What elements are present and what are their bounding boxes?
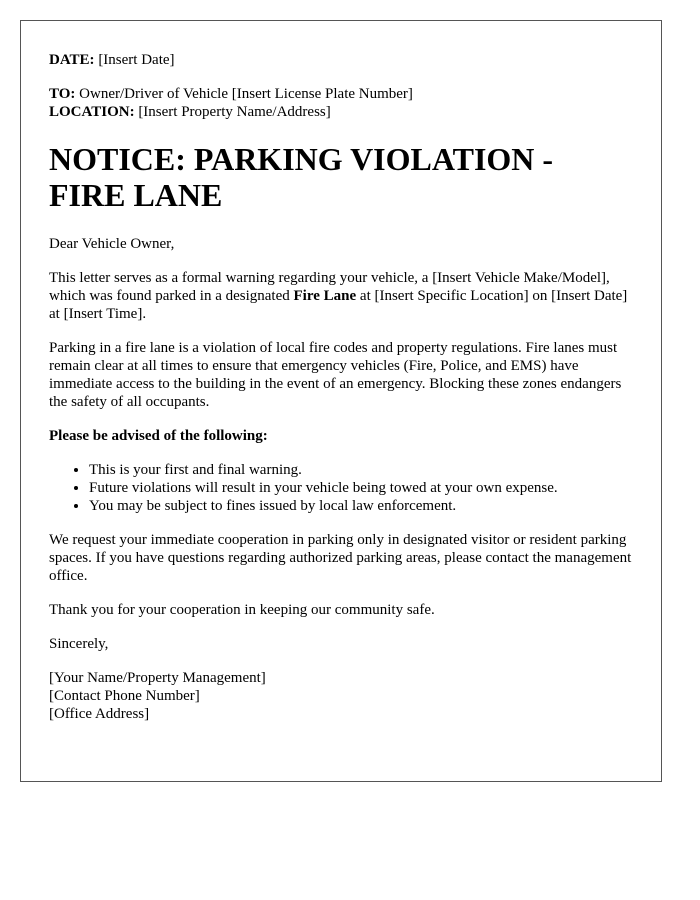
advisory-heading-text: Please be advised of the following: bbox=[49, 428, 268, 444]
location-value: [Insert Property Name/Address] bbox=[134, 104, 331, 120]
advisory-item: • Future violations will result in your vehicle being towed at your own expense. bbox=[89, 479, 633, 497]
intro-paragraph bbox=[49, 269, 633, 323]
signature-name: [Your Name/Property Management] bbox=[49, 670, 266, 686]
date-line bbox=[49, 51, 633, 69]
advisory-item: • This is your first and final warning. bbox=[89, 461, 633, 479]
closing: Sincerely, bbox=[49, 636, 109, 652]
intro-before: This letter serves as a formal warning regarding your vehicle, a [Insert Vehicle Make/Model], which was found parked in a designated bbox=[49, 270, 610, 304]
signature-phone: [Contact Phone Number] bbox=[49, 688, 200, 704]
location-label: LOCATION: bbox=[49, 104, 135, 120]
notice-title: NOTICE: PARKING VIOLATION - FIRE LANE bbox=[49, 141, 554, 213]
signature-block bbox=[49, 669, 633, 723]
to-label: TO: bbox=[49, 86, 76, 102]
date-label: DATE: bbox=[49, 52, 95, 68]
advisory-item: • You may be subject to fines issued by local law enforcement. bbox=[89, 497, 633, 515]
intro-after: at [Insert Specific Location] on [Insert Date] at [Insert Time]. bbox=[49, 288, 628, 322]
explanation-paragraph: Parking in a fire lane is a violation of local fire codes and property regulations. Fire lanes must remain clear at all times to ensure that emergency vehicles (Fire, Police, and EMS) have immediate access to the building in the event of an emergency. Blocking these zones endangers the safety of all occupants. bbox=[49, 340, 622, 410]
date-value: [Insert Date] bbox=[94, 52, 175, 68]
signature-address: [Office Address] bbox=[49, 706, 150, 722]
letter bbox=[20, 20, 662, 782]
salutation: Dear Vehicle Owner, bbox=[49, 236, 175, 252]
fire-lane-emphasis: Fire Lane bbox=[293, 288, 357, 304]
recipient-block bbox=[49, 85, 633, 121]
advisory-list bbox=[49, 461, 633, 515]
thanks-paragraph: Thank you for your cooperation in keeping our community safe. bbox=[49, 602, 435, 618]
to-value: Owner/Driver of Vehicle [Insert License Plate Number] bbox=[75, 86, 413, 102]
request-paragraph: We request your immediate cooperation in parking only in designated visitor or resident parking spaces. If you have questions regarding authorized parking areas, please contact the management office. bbox=[49, 532, 632, 584]
advisory-heading bbox=[49, 427, 633, 445]
